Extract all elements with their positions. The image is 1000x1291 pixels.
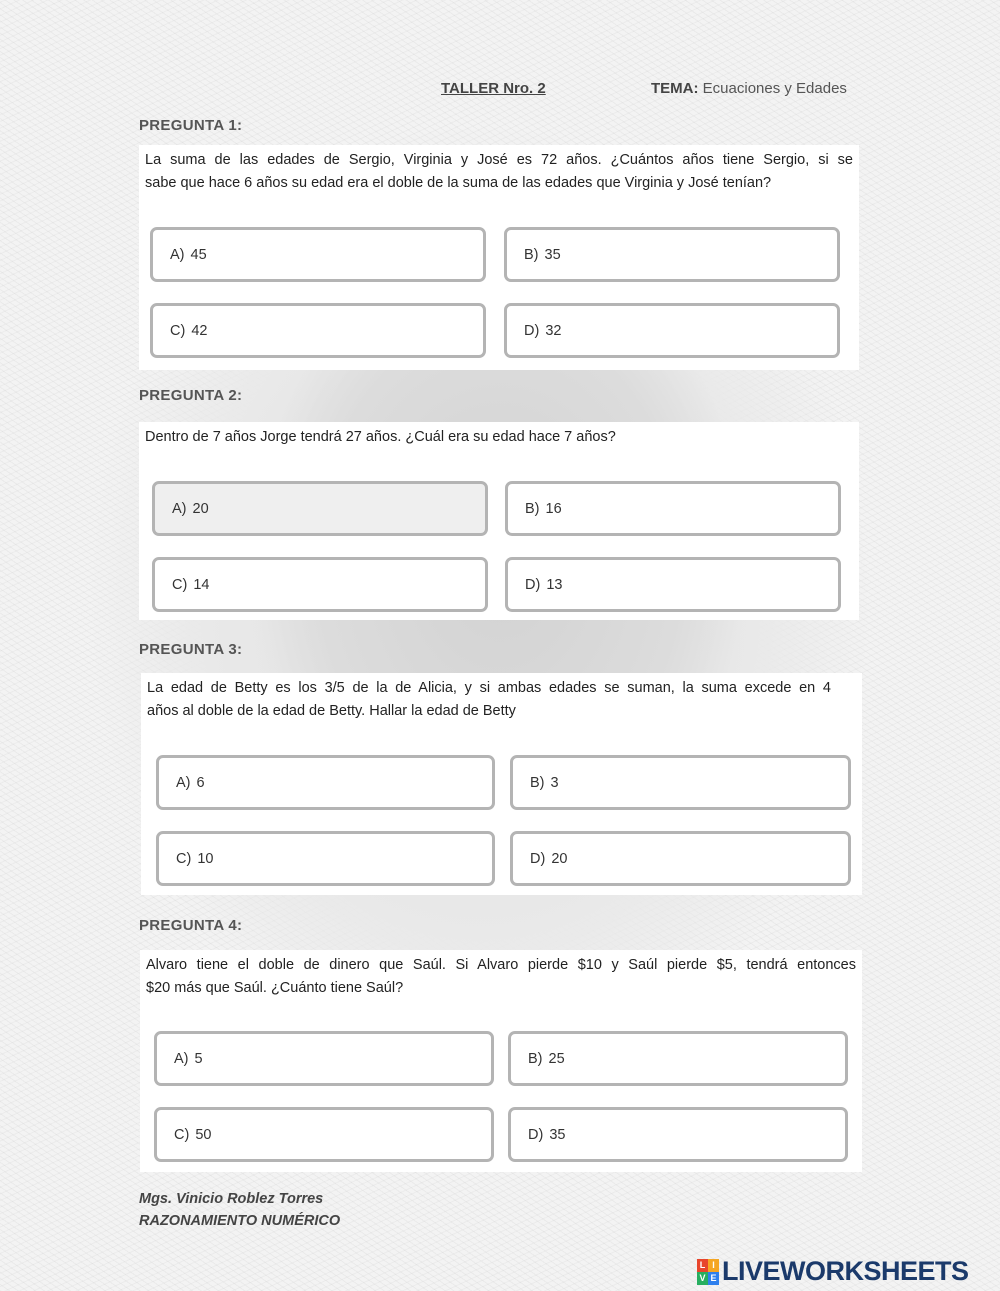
question-4-option-b[interactable]	[508, 1031, 848, 1086]
badge-letter: I	[708, 1259, 719, 1272]
course-subject: RAZONAMIENTO NUMÉRICO	[139, 1213, 341, 1229]
question-2-text	[139, 422, 859, 453]
option-letter: B)	[528, 1050, 543, 1067]
question-3-option-b[interactable]	[510, 755, 851, 810]
option-letter: C)	[176, 850, 192, 867]
question-4-panel	[140, 950, 862, 1172]
badge-letter: E	[708, 1272, 719, 1285]
question-4-option-c[interactable]	[154, 1107, 494, 1162]
option-letter: A)	[176, 774, 191, 791]
option-value: 14	[193, 576, 210, 593]
topic-label: TEMA:	[651, 80, 699, 97]
option-value: 35	[549, 1126, 566, 1143]
option-letter: A)	[172, 500, 187, 517]
option-letter: B)	[525, 500, 540, 517]
option-letter: A)	[170, 246, 185, 263]
question-2-option-b[interactable]	[505, 481, 841, 536]
option-value: 45	[190, 246, 207, 263]
question-1-panel	[139, 145, 859, 370]
option-letter: C)	[170, 322, 186, 339]
option-value: 50	[195, 1126, 212, 1143]
option-value: 16	[545, 500, 562, 517]
question-2-option-d[interactable]	[505, 557, 841, 612]
option-value: 20	[192, 500, 209, 517]
question-1-option-d[interactable]	[504, 303, 840, 358]
question-4-text-line1: Alvaro tiene el doble de dinero que Saúl. Si Alvaro pierde $10 y Saúl pierde $5, tendrá entonces	[146, 957, 856, 973]
question-3-text-line2: años al doble de la edad de Betty. Hallar la edad de Betty	[147, 703, 516, 719]
option-value: 10	[197, 850, 214, 867]
live-badge-icon	[697, 1259, 719, 1285]
option-value: 32	[545, 322, 562, 339]
option-letter: A)	[174, 1050, 189, 1067]
question-3-label: PREGUNTA 3:	[139, 641, 243, 658]
question-1-option-b[interactable]	[504, 227, 840, 282]
question-4-label: PREGUNTA 4:	[139, 917, 243, 934]
question-1-option-c[interactable]	[150, 303, 486, 358]
question-1-text	[139, 145, 859, 199]
option-value: 6	[196, 774, 205, 791]
question-4-option-a[interactable]	[154, 1031, 494, 1086]
question-2-panel	[139, 422, 859, 620]
question-2-text-line1: Dentro de 7 años Jorge tendrá 27 años. ¿Cuál era su edad hace 7 años?	[145, 429, 616, 445]
option-value: 13	[546, 576, 563, 593]
question-1-text-line1: La suma de las edades de Sergio, Virginia y José es 72 años. ¿Cuántos años tiene Sergio, si se	[145, 152, 853, 168]
option-value: 42	[191, 322, 208, 339]
option-letter: D)	[530, 850, 546, 867]
logo-text: LIVEWORKSHEETS	[722, 1256, 969, 1286]
question-2-option-c[interactable]	[152, 557, 488, 612]
question-4-text	[140, 950, 862, 1004]
option-letter: B)	[524, 246, 539, 263]
worksheet-title: TALLER Nro. 2	[441, 80, 546, 97]
worksheet-topic	[651, 80, 847, 97]
topic-value: Ecuaciones y Edades	[702, 80, 847, 97]
option-value: 5	[194, 1050, 203, 1067]
option-letter: C)	[172, 576, 188, 593]
question-1-option-a[interactable]	[150, 227, 486, 282]
option-letter: B)	[530, 774, 545, 791]
option-letter: D)	[524, 322, 540, 339]
question-3-text-line1: La edad de Betty es los 3/5 de la de Alicia, y si ambas edades se suman, la suma excede en 4	[147, 680, 831, 696]
option-value: 20	[551, 850, 568, 867]
option-letter: D)	[525, 576, 541, 593]
liveworksheets-logo[interactable]	[697, 1256, 969, 1287]
option-letter: D)	[528, 1126, 544, 1143]
badge-letter: L	[697, 1259, 708, 1272]
question-3-panel	[141, 673, 862, 895]
question-1-text-line2: sabe que hace 6 años su edad era el doble de la suma de las edades que Virginia y José tenían?	[145, 175, 772, 191]
option-value: 25	[548, 1050, 565, 1067]
question-4-text-line2: $20 más que Saúl. ¿Cuánto tiene Saúl?	[146, 980, 404, 996]
question-3-option-c[interactable]	[156, 831, 495, 886]
author-name: Mgs. Vinicio Roblez Torres	[139, 1191, 324, 1207]
question-3-option-d[interactable]	[510, 831, 851, 886]
question-3-text	[141, 673, 862, 727]
question-2-label: PREGUNTA 2:	[139, 387, 243, 404]
badge-letter: V	[697, 1272, 708, 1285]
question-4-option-d[interactable]	[508, 1107, 848, 1162]
question-3-option-a[interactable]	[156, 755, 495, 810]
option-value: 3	[550, 774, 559, 791]
question-1-label: PREGUNTA 1:	[139, 117, 243, 134]
option-value: 35	[544, 246, 561, 263]
question-2-option-a[interactable]	[152, 481, 488, 536]
option-letter: C)	[174, 1126, 190, 1143]
